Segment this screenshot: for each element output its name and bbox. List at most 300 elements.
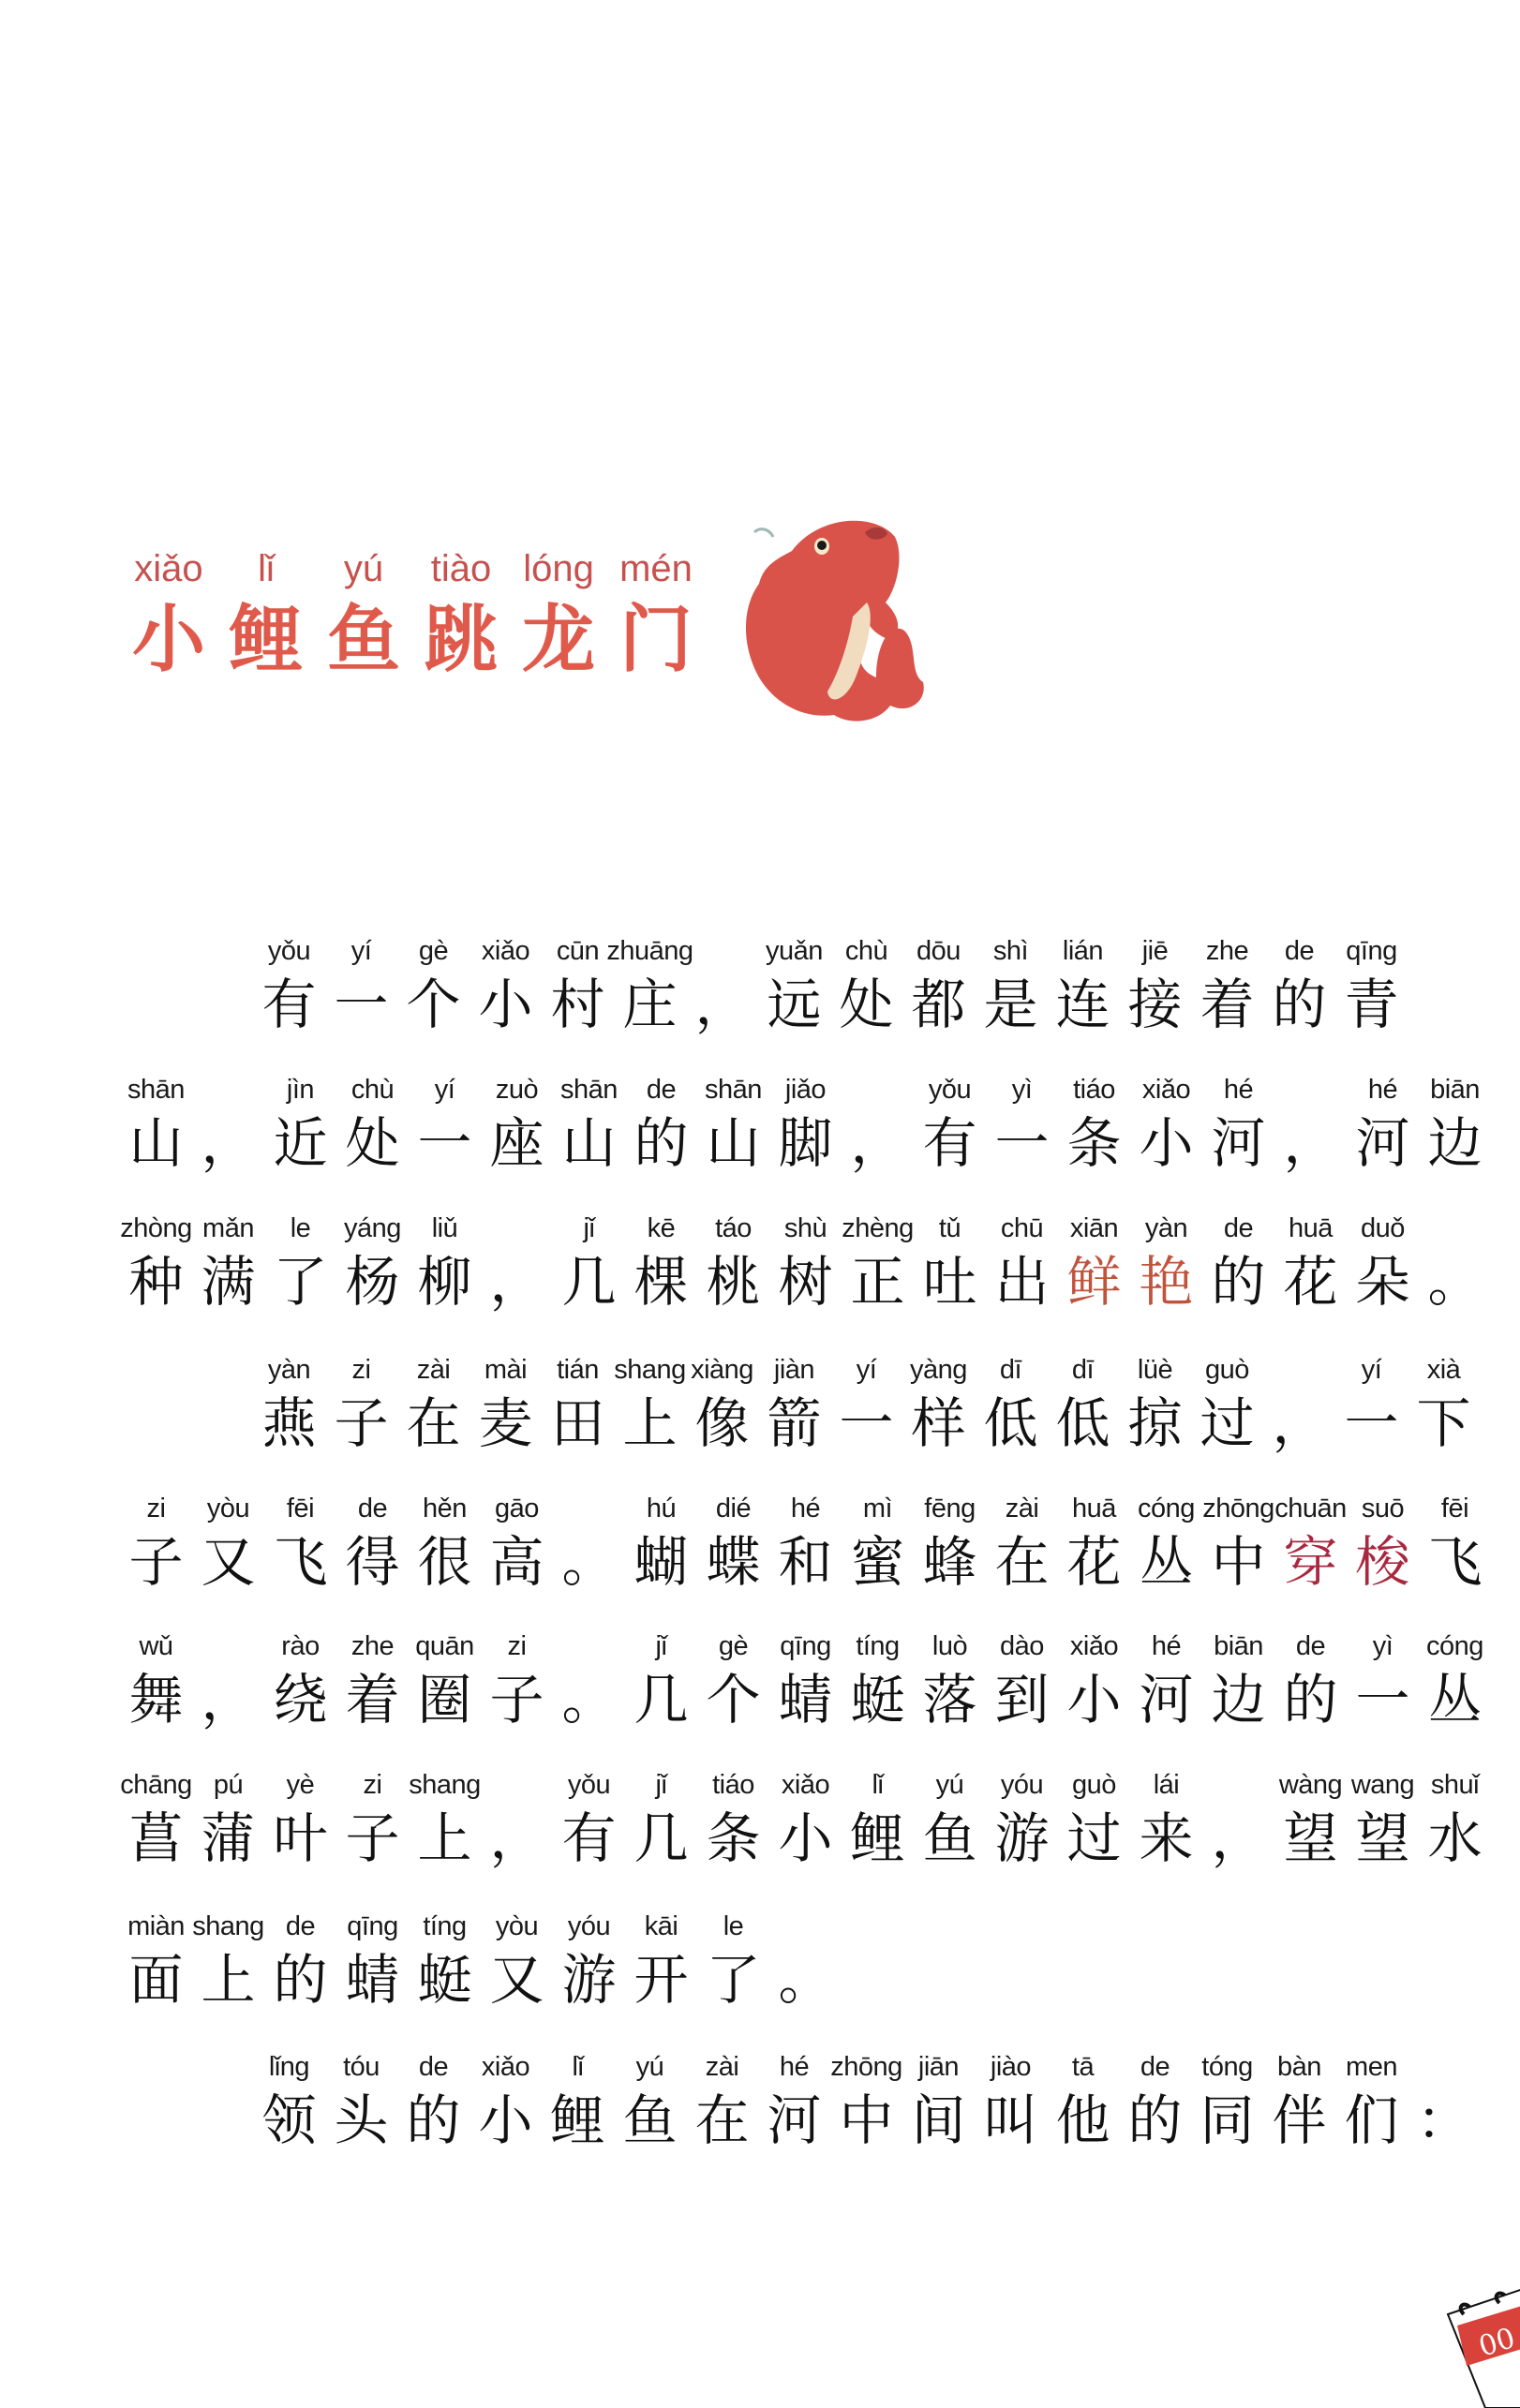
pinyin: qīng (1346, 936, 1397, 966)
word-cell (1202, 1628, 1274, 1734)
word-cell (606, 932, 693, 1039)
character: 有 (561, 1806, 617, 1870)
character: 子 (345, 1806, 400, 1870)
character: 正 (850, 1250, 905, 1314)
character: 有 (922, 1111, 977, 1175)
word-cell (325, 2048, 397, 2155)
pinyin: jǐ (655, 1631, 667, 1661)
word-cell (614, 2048, 686, 2155)
pinyin: kāi (644, 1911, 678, 1941)
character: 庄 (622, 973, 678, 1036)
word-cell (769, 1908, 842, 2014)
word-cell (1191, 2048, 1263, 2155)
character: 有 (261, 973, 317, 1036)
pinyin: yú (635, 2052, 664, 2082)
character: 掠 (1127, 1391, 1183, 1455)
pinyin: zhèng (842, 1213, 914, 1243)
character: 小 (1139, 1111, 1194, 1175)
pinyin: zhe (350, 1631, 395, 1661)
character: 领 (261, 2088, 317, 2152)
pinyin: yì (1372, 1631, 1393, 1661)
pinyin: mài (484, 1355, 528, 1385)
pinyin: lián (1062, 936, 1104, 966)
page-number-tab (1443, 2267, 1520, 2408)
word-cell (975, 932, 1047, 1039)
pinyin: de (357, 1494, 388, 1524)
pinyin: hú (646, 1494, 677, 1524)
character: 蜻 (345, 1948, 400, 2012)
pinyin: mì (862, 1494, 893, 1524)
word-cell (192, 1908, 264, 2014)
character: 河 (1211, 1111, 1266, 1175)
word-cell (336, 1071, 409, 1178)
word-cell (1274, 1628, 1347, 1734)
character: 种 (128, 1250, 184, 1314)
word-cell (625, 1766, 697, 1873)
word-cell (336, 1908, 409, 2014)
character: 的 (406, 2088, 461, 2152)
pinyin: tóng (1201, 2052, 1253, 2082)
word-cell (614, 1351, 686, 1458)
character: 面 (128, 1948, 184, 2012)
character: ， (201, 1668, 256, 1732)
character: 麦 (478, 1391, 533, 1455)
word-cell (264, 1490, 336, 1597)
word-cell (553, 1766, 625, 1873)
word-cell (1130, 1628, 1202, 1734)
word-cell (1419, 1210, 1491, 1316)
highlighted-character: 穿 (1283, 1530, 1338, 1594)
word-cell (397, 932, 469, 1039)
pinyin: shù (783, 1213, 827, 1243)
word-cell (1202, 1490, 1274, 1597)
word-cell (469, 932, 542, 1039)
character: 都 (911, 973, 966, 1036)
word-cell (686, 932, 758, 1039)
character: ： (1416, 2088, 1471, 2152)
pinyin: de (418, 2052, 449, 2082)
word-cell (553, 1628, 625, 1734)
character: 处 (839, 973, 894, 1036)
word-cell (758, 2048, 830, 2155)
word-cell (336, 1210, 409, 1316)
text-row (253, 2048, 1480, 2155)
word-cell (253, 2048, 325, 2155)
character: 条 (1066, 1111, 1122, 1175)
character: 着 (345, 1668, 400, 1732)
word-cell (1274, 1766, 1347, 1873)
title-hanzi (120, 597, 705, 683)
word-cell (264, 1908, 336, 2014)
character: 绕 (273, 1668, 328, 1732)
title-pinyin-syllable: lǐ (258, 548, 275, 589)
pinyin: yóu (567, 1911, 611, 1941)
pinyin: hé (1223, 1075, 1254, 1105)
pinyin: gè (418, 936, 449, 966)
character: 的 (1272, 973, 1327, 1036)
pinyin: zi (146, 1494, 166, 1524)
word-cell (686, 2048, 758, 2155)
pinyin: dī (1071, 1355, 1095, 1385)
word-cell (986, 1766, 1058, 1873)
word-cell (1335, 1351, 1408, 1458)
pinyin: zi (507, 1631, 527, 1661)
word-cell (1263, 1351, 1335, 1458)
word-cell (697, 1071, 769, 1178)
character: 出 (994, 1250, 1050, 1314)
story-title (120, 548, 705, 683)
pinyin: gāo (495, 1494, 539, 1524)
word-cell (625, 1628, 697, 1734)
character: ， (1283, 1111, 1338, 1175)
word-cell (336, 1766, 409, 1873)
pinyin: biān (1214, 1631, 1263, 1661)
word-cell (542, 932, 614, 1039)
word-cell (625, 1071, 697, 1178)
pinyin: men (1346, 2052, 1397, 2082)
character: 又 (489, 1948, 544, 2012)
pinyin: xià (1426, 1355, 1461, 1385)
character: 同 (1200, 2088, 1255, 2152)
pinyin: shang (614, 1355, 686, 1385)
character: 飞 (273, 1530, 328, 1594)
character: ， (1272, 1391, 1327, 1455)
highlighted-character: 鲜 (1066, 1250, 1122, 1314)
word-cell (697, 1490, 769, 1597)
pinyin: yòu (495, 1911, 539, 1941)
word-cell (336, 1628, 409, 1734)
character: 个 (406, 973, 461, 1036)
character: 。 (778, 1948, 833, 2012)
word-cell (769, 1628, 842, 1734)
word-cell (120, 1766, 192, 1873)
character: 很 (417, 1530, 472, 1594)
word-cell (1263, 2048, 1335, 2155)
character: 伴 (1272, 2088, 1327, 2152)
title-character: 跳 (424, 598, 498, 682)
character: 叫 (983, 2088, 1038, 2152)
pinyin: cūn (556, 936, 600, 966)
pinyin: luò (931, 1631, 968, 1661)
character: 望 (1283, 1806, 1338, 1870)
character: 过 (1200, 1391, 1255, 1455)
pinyin: zài (416, 1355, 451, 1385)
word-cell (1419, 1490, 1491, 1597)
character: 鱼 (622, 2088, 678, 2152)
word-cell (1274, 1490, 1347, 1597)
pinyin: chāng (120, 1770, 192, 1800)
character: 游 (994, 1806, 1050, 1870)
word-cell (1347, 1628, 1419, 1734)
text-row (120, 1766, 1491, 1873)
character: 蜂 (922, 1530, 977, 1594)
title-pinyin-syllable: tiào (430, 548, 492, 589)
character: 了 (706, 1948, 761, 2012)
word-cell (842, 1210, 914, 1316)
word-cell (120, 1210, 192, 1316)
character: 子 (334, 1391, 389, 1455)
character: 树 (778, 1250, 833, 1314)
pinyin: jiào (990, 2052, 1032, 2082)
pinyin: fēng (924, 1494, 976, 1524)
character: 又 (201, 1530, 256, 1594)
word-cell (625, 1210, 697, 1316)
title-character: 鱼 (326, 598, 400, 682)
character: 一 (994, 1111, 1050, 1175)
word-cell (120, 1490, 192, 1597)
character: 山 (128, 1111, 184, 1175)
word-cell (264, 1766, 336, 1873)
character: ， (850, 1111, 905, 1175)
character: 落 (922, 1668, 977, 1732)
word-cell (842, 1766, 914, 1873)
character: 蝶 (706, 1530, 761, 1594)
word-cell (625, 1490, 697, 1597)
pinyin: le (290, 1213, 311, 1243)
pinyin: shang (409, 1770, 481, 1800)
character: 一 (334, 973, 389, 1036)
pinyin: hěn (423, 1494, 467, 1524)
word-cell (986, 1628, 1058, 1734)
character: ， (1211, 1806, 1266, 1870)
word-cell (120, 1908, 192, 2014)
pinyin: zuò (495, 1075, 539, 1105)
character: 了 (273, 1250, 328, 1314)
pinyin: yǒu (267, 936, 311, 966)
pinyin: tā (1071, 2052, 1095, 2082)
character: 个 (706, 1668, 761, 1732)
pinyin: tǔ (938, 1213, 961, 1243)
character: 河 (767, 2088, 822, 2152)
character: 蒲 (201, 1806, 256, 1870)
pinyin: de (646, 1075, 677, 1105)
pinyin: shān (705, 1075, 762, 1105)
word-cell (481, 1210, 553, 1316)
character: 蜓 (850, 1668, 905, 1732)
pinyin: wàng (1278, 1770, 1343, 1800)
word-cell (542, 1351, 614, 1458)
word-cell (192, 1210, 264, 1316)
word-cell (842, 1490, 914, 1597)
title-character: 小 (131, 598, 205, 682)
word-cell (253, 932, 325, 1039)
character: 游 (561, 1948, 617, 2012)
character: ， (201, 1111, 256, 1175)
pinyin: le (723, 1911, 744, 1941)
text-row (120, 1071, 1491, 1178)
pinyin: chuān (1274, 1494, 1347, 1524)
character: 一 (417, 1111, 472, 1175)
pinyin: shì (992, 936, 1029, 966)
word-cell (1419, 1628, 1491, 1734)
word-cell (1408, 1351, 1480, 1458)
pinyin: kē (647, 1213, 676, 1243)
character: 几 (633, 1668, 689, 1732)
character: 吐 (922, 1250, 977, 1314)
character: 到 (994, 1668, 1050, 1732)
pinyin: yóu (1000, 1770, 1044, 1800)
pinyin: chù (350, 1075, 395, 1105)
character: 子 (128, 1530, 184, 1594)
word-cell (769, 1210, 842, 1316)
word-cell (553, 1490, 625, 1597)
word-cell (697, 1628, 769, 1734)
character: 山 (561, 1111, 617, 1175)
pinyin: dié (715, 1494, 752, 1524)
pinyin: de (1140, 2052, 1170, 2082)
pinyin: zhōng (1202, 1494, 1274, 1524)
word-cell (336, 1490, 409, 1597)
word-cell (481, 1071, 553, 1178)
word-cell (697, 1210, 769, 1316)
character: 得 (345, 1530, 400, 1594)
character: 来 (1139, 1806, 1194, 1870)
word-cell (397, 1351, 469, 1458)
word-cell (1058, 1210, 1130, 1316)
pinyin: xiǎo (481, 936, 530, 966)
pinyin: tián (557, 1355, 599, 1385)
word-cell (1347, 1210, 1419, 1316)
word-cell (1058, 1490, 1130, 1597)
word-cell (686, 1351, 758, 1458)
pinyin: zài (705, 2052, 739, 2082)
character: 过 (1066, 1806, 1122, 1870)
pinyin: jiān (917, 2052, 960, 2082)
character: 花 (1066, 1530, 1122, 1594)
pinyin: yàn (1144, 1213, 1188, 1243)
word-cell (1202, 1071, 1274, 1178)
word-cell (264, 1071, 336, 1178)
word-cell (1202, 1766, 1274, 1873)
word-cell (842, 1071, 914, 1178)
pinyin: yè (286, 1770, 315, 1800)
character: ， (489, 1806, 544, 1870)
pinyin: mǎn (202, 1213, 254, 1243)
character: 上 (201, 1948, 256, 2012)
pinyin: wǔ (139, 1631, 173, 1661)
pinyin: dī (999, 1355, 1022, 1385)
word-cell (1335, 932, 1408, 1039)
pinyin: fēi (286, 1494, 315, 1524)
word-cell (1119, 932, 1191, 1039)
pinyin: de (1223, 1213, 1254, 1243)
pinyin: guò (1072, 1770, 1116, 1800)
pinyin: yí (856, 1355, 877, 1385)
word-cell (1347, 1071, 1419, 1178)
character: ， (489, 1250, 544, 1314)
character: 蜻 (778, 1668, 833, 1732)
word-cell (1119, 2048, 1191, 2155)
character: 处 (345, 1111, 400, 1175)
character: 低 (1055, 1391, 1110, 1455)
character: 连 (1055, 973, 1110, 1036)
word-cell (914, 1766, 986, 1873)
character: 是 (983, 973, 1038, 1036)
character: 一 (1355, 1668, 1410, 1732)
pinyin: yǒu (928, 1075, 972, 1105)
word-cell (192, 1071, 264, 1178)
pinyin: liǔ (431, 1213, 458, 1243)
word-cell (325, 932, 397, 1039)
character: 条 (706, 1806, 761, 1870)
pinyin: hé (1367, 1075, 1398, 1105)
character: 小 (478, 2088, 533, 2152)
word-cell (758, 1351, 830, 1458)
word-cell (1408, 2048, 1480, 2155)
pinyin: tíng (423, 1911, 467, 1941)
word-cell (1058, 1071, 1130, 1178)
character: 河 (1355, 1111, 1410, 1175)
character: 们 (1344, 2088, 1399, 2152)
word-cell (914, 1210, 986, 1316)
pinyin: huā (1289, 1213, 1333, 1243)
pinyin: yú (935, 1770, 964, 1800)
pinyin: yí (350, 936, 372, 966)
word-cell (192, 1628, 264, 1734)
word-cell (1419, 1071, 1491, 1178)
title-pinyin-syllable: mén (619, 548, 693, 589)
word-cell (397, 2048, 469, 2155)
pinyin: tiáo (712, 1770, 754, 1800)
word-cell (1335, 2048, 1408, 2155)
title-pinyin-syllable: xiǎo (134, 548, 203, 589)
word-cell (192, 1766, 264, 1873)
pinyin: zhuāng (606, 936, 693, 966)
text-row (120, 1908, 842, 2014)
word-cell (986, 1490, 1058, 1597)
pinyin: zhōng (830, 2052, 902, 2082)
word-cell (469, 2048, 542, 2155)
word-cell (553, 1908, 625, 2014)
pinyin: xiǎo (1141, 1075, 1191, 1105)
pinyin: bàn (1277, 2052, 1321, 2082)
pinyin: pú (213, 1770, 244, 1800)
pinyin: rào (281, 1631, 320, 1661)
pinyin: zài (1005, 1494, 1039, 1524)
character: 低 (983, 1391, 1038, 1455)
pinyin: jiǎo (784, 1075, 827, 1105)
pinyin: táo (715, 1213, 752, 1243)
character: 下 (1416, 1391, 1471, 1455)
word-cell (1202, 1210, 1274, 1316)
character: 村 (550, 973, 605, 1036)
pinyin: hé (790, 1494, 821, 1524)
pinyin: lǐ (572, 2052, 584, 2082)
pinyin: chù (844, 936, 888, 966)
word-cell (409, 1071, 481, 1178)
word-cell (830, 1351, 902, 1458)
pinyin: dōu (916, 936, 961, 966)
word-cell (409, 1766, 481, 1873)
word-cell (1130, 1766, 1202, 1873)
character: 菖 (128, 1806, 184, 1870)
word-cell (697, 1908, 769, 2014)
character: 座 (489, 1111, 544, 1175)
character: 上 (622, 1391, 678, 1455)
character: 杨 (345, 1250, 400, 1314)
pinyin: lüè (1137, 1355, 1173, 1385)
character: 子 (489, 1668, 544, 1732)
character: 。 (561, 1668, 617, 1732)
character: 着 (1200, 973, 1255, 1036)
character: 在 (694, 2088, 750, 2152)
word-cell (758, 932, 830, 1039)
character: 柳 (417, 1250, 472, 1314)
character: 一 (839, 1391, 894, 1455)
pinyin: de (1295, 1631, 1326, 1661)
pinyin: fēi (1440, 1494, 1469, 1524)
character: 开 (633, 1948, 689, 2012)
